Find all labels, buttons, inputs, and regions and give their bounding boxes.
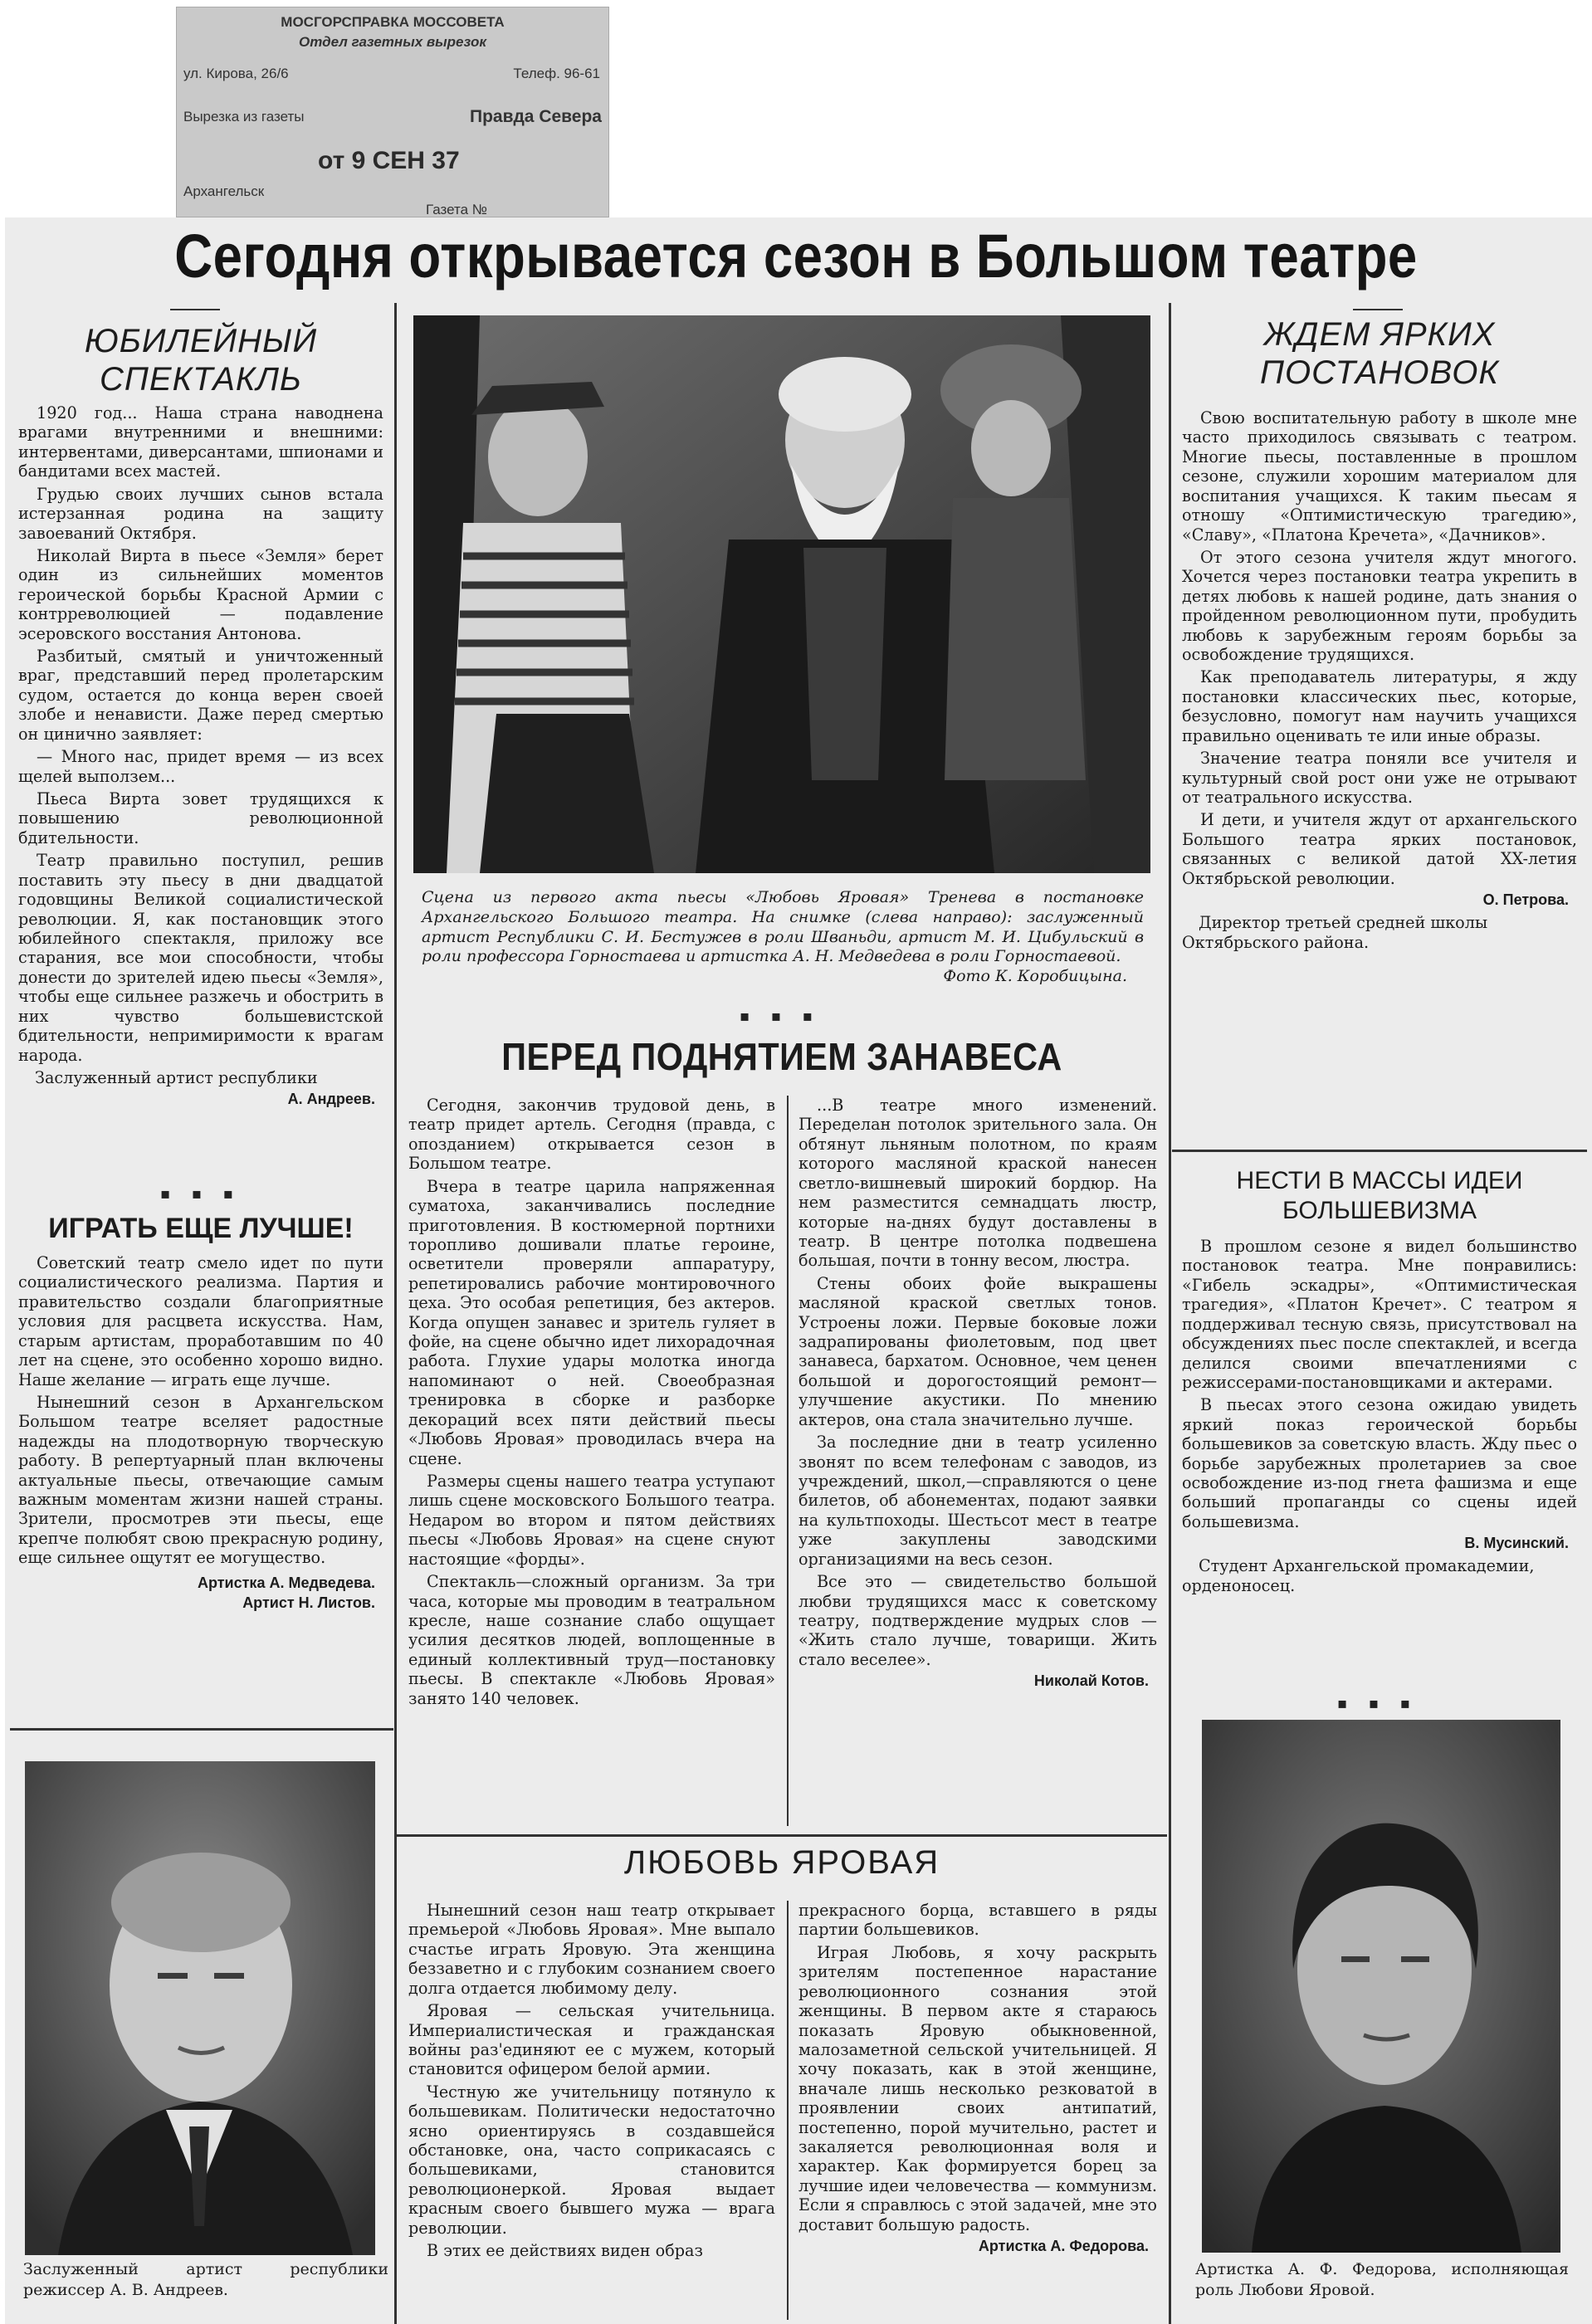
article-lyubov-right bbox=[798, 1901, 1157, 2258]
paragraph: За последние дни в театр усиленно звонят по всем телефонам с заводов, из учреждений, школ,—справляются о цене билетов, об абонементах, подают заявки на культпоходы. Шестьсот мест в театре уже закуплены заводскими организациями на весь сезон. bbox=[798, 1433, 1157, 1569]
section-rule bbox=[397, 1834, 1167, 1837]
stamp-phone: Телеф. 96-61 bbox=[513, 66, 600, 81]
author-signature: Артистка А. Федорова. bbox=[978, 2238, 1149, 2255]
author-signature: Артист Н. Листов. bbox=[242, 1594, 375, 1611]
paragraph: Вчера в театре царила напряженная суматоха, заканчивались последние приготовления. В костюмерной портнихи торопливо дошивали платье героине, осветители проверяли аппаратуру, репетировались рабочие монтировочного цеха. Это особая репетиция, без актеров. Когда опущен занавес и зритель гуляет в фойе, на сцене обычно идет лихорадочная работа. Глухие удары молотка иногда напоминают о ней. Своеобразная тренировка в сборке и разборке декораций всех пяти действий пьесы «Любовь Яровая» проводилась вчера на сцене. bbox=[408, 1176, 775, 1468]
author-role: Директор третьей средней школы Октябрьского района. bbox=[1182, 913, 1488, 952]
ornament-divider: ▪ ▪ ▪ bbox=[1336, 1695, 1419, 1712]
article-jubilee-body bbox=[18, 403, 383, 1111]
paragraph: прекрасного борца, вставшего в ряды партии большевиков. bbox=[798, 1901, 1157, 1940]
ornament-divider: ▪ ▪ ▪ bbox=[739, 1008, 822, 1025]
paragraph: Советский театр смело идет по пути социалистического реализма. Партия и правительство создали благоприятные условия для расцвета искусства. Нам, старым артистам, проработавшим по 40 лет на сцене, это особенно хорошо видно. Наше желание — играть еще лучше. bbox=[18, 1253, 383, 1389]
paragraph: И дети, и учителя ждут от архангельского Большого театра ярких постановок, связанных с великой датой XX-летия Октябрьской революции. bbox=[1182, 810, 1577, 888]
subcolumn-rule bbox=[787, 1901, 789, 2320]
author-signature: А. Андреев. bbox=[287, 1091, 375, 1108]
paragraph: Размеры сцены нашего театра уступают лишь сцене московского Большого театра. Недаром во втором и пятом действиях пьесы «Любовь Яровая» на сцене снуют настоящие «форды». bbox=[408, 1472, 775, 1569]
author-role: Студент Архангельской промакадемии, орденоносец. bbox=[1182, 1556, 1535, 1595]
portrait-andreev bbox=[25, 1761, 375, 2255]
portrait-fedorova-image bbox=[1202, 1720, 1560, 2253]
author-signature: В. Мусинский. bbox=[1464, 1535, 1569, 1552]
stage-photo bbox=[413, 315, 1150, 873]
article-before-curtain-left bbox=[408, 1096, 775, 1711]
paragraph: Значение театра поняли все учителя и культурный свой рост они уже не отрывают от театрального искусства. bbox=[1182, 749, 1577, 808]
author-role: Заслуженный артист республики bbox=[35, 1067, 318, 1087]
paragraph: Как преподаватель литературы, я жду постановки классических пьес, которые, безусловно, помогут нам научить учащихся правильно оценивать те или иные образы. bbox=[1182, 667, 1577, 745]
caption-text: Сцена из первого акта пьесы «Любовь Яровая» Тренева в постановке Архангельского Большого театра. На снимке (слева направо): заслуженный артист Республики С. И. Бестужев в роли Шваньди, артист М. И. Цибульский в роли профессора Горностаева и артистка А. Н. Медведева в роли Горностаевой. bbox=[422, 888, 1144, 966]
stamp-date: от 9 СЕН 37 bbox=[318, 147, 460, 174]
article-title-before-curtain: ПЕРЕД ПОДНЯТИЕМ ЗАНАВЕСА bbox=[501, 1035, 1062, 1078]
paragraph: Театр правильно поступил, решив поставить эту пьесу в дни двадцатой годовщины Великой социалистической революции. Я, как постановщик этого юбилейного спектакля, приложу все старания, все мои способности, чтобы донести до зрителей идею пьесы «Земля», чтобы еще сильнее разжечь и обострить в них чувство большевистской бдительности, непримиримости к врагам народа. bbox=[18, 851, 383, 1065]
clipping-stamp bbox=[176, 7, 609, 217]
paragraph: Сегодня, закончив трудовой день, в театр придет артель. Сегодня (правда, с опозданием) открывается сезон в Большом театре. bbox=[408, 1096, 775, 1174]
subcolumn-rule bbox=[787, 1096, 789, 1826]
paragraph: Стены обоих фойе выкрашены масляной краской светлых тонов. Устроены ложи. Первые боковые ложи задрапированы фиолетовым, под цвет занавеса, бархатом. Основное, чем ценен большой и дорогостоящий ремонт—улучшение акустики. По мнению актеров, она стала значительно лучше. bbox=[798, 1273, 1157, 1429]
column-rule-left bbox=[394, 303, 397, 2324]
stamp-clipping-label: Вырезка из газеты bbox=[183, 109, 305, 124]
author-signature: О. Петрова. bbox=[1482, 891, 1569, 909]
article-before-curtain-right bbox=[798, 1096, 1157, 1692]
author-signature: Артистка А. Медведева. bbox=[197, 1574, 375, 1591]
stamp-org: МОСГОРСПРАВКА МОССОВЕТА bbox=[281, 14, 505, 30]
paragraph: Пьеса Вирта зовет трудящихся к повышению революционной бдительности. bbox=[18, 789, 383, 847]
paragraph: В прошлом сезоне я видел большинство постановок театра. Мне понравились: «Гибель эскадры», «Оптимистическая трагедия», «Платон Кречет». С театром я поддерживал тесную связь, присутствовал на обсуждениях пьес после спектаклей, и всегда делился своими впечатлениями с режиссерами-постановщиками и актерами. bbox=[1182, 1237, 1577, 1392]
photo-caption-andreev: Заслуженный артист республики режиссер А. В. Андреев. bbox=[23, 2260, 388, 2299]
page-headline: Сегодня открывается сезон в Большом театре bbox=[174, 222, 1418, 290]
author-signature: Николай Котов. bbox=[1033, 1672, 1149, 1690]
stamp-newspaper: Правда Севера bbox=[469, 107, 602, 126]
paragraph: Разбитый, смятый и уничтоженный враг, представший перед пролетарским судом, остается до конца верен своей злобе и ненависти. Даже перед смертью он цинично заявляет: bbox=[18, 647, 383, 744]
stamp-address: ул. Кирова, 26/6 bbox=[183, 66, 289, 81]
portrait-fedorova bbox=[1202, 1720, 1560, 2253]
article-title-bolshevism: НЕСТИ В МАССЫ ИДЕИ БОЛЬШЕВИЗМА bbox=[1236, 1167, 1523, 1224]
paragraph: Яровая — сельская учительница. Империалистическая и гражданская войны раз'единяют ее с мужем, который становится офицером белой армии. bbox=[408, 2001, 775, 2079]
paragraph: Нынешний сезон в Архангельском Большом театре вселяет радостные надежды на плодотворную творческую работу. В репертуарный план включены актуальные пьесы, отвечающие самым важным моментам жизни нашей страны. Зрители, просмотрев эти пьесы, еще крепче полюбят свою прекрасную родину, еще сильнее ощутят ее могущество. bbox=[18, 1392, 383, 1568]
paragraph: Спектакль—сложный организм. За три часа, которые мы проводим в театральном кресле, наше сознание слабо ощущает усилия десятков людей, воплощенные в единый коллективный труд—постановку пьесы. В спектакле «Любовь Яровая» занято 140 человек. bbox=[408, 1572, 775, 1708]
paragraph: В этих ее действиях виден образ bbox=[427, 2241, 703, 2261]
article-title-bright-productions: ЖДЕМ ЯРКИХ ПОСТАНОВОК bbox=[1260, 316, 1499, 391]
article-title-jubilee: ЮБИЛЕЙНЫЙ СПЕКТАКЛЬ bbox=[84, 323, 318, 398]
paragraph: Честную же учительницу потянуло к большевикам. Политически недостаточно ясно ориентируясь в создавшейся обстановке, она, часто соприкасаясь с большевиками, становится революционеркой. Яровая выдает красным своего бывшего мужа — врага революции. bbox=[408, 2082, 775, 2238]
paragraph: От этого сезона учителя ждут многого. Хочется через постановки театра укрепить в детях любовь к нашей родине, дать знания о пройденном революционном пути, пробудить любовь к зарубежным героям борьбы за освобождение трудящихся. bbox=[1182, 547, 1577, 665]
paragraph: В пьесах этого сезона ожидаю увидеть яркий показ героической борьбы большевиков за советскую власть. Жду пьес о борьбе зарубежных пролетариев за свое освобождение из-под гнета фашизма и еще больший пропаганды со сцены идей большевизма. bbox=[1182, 1395, 1577, 1531]
article-bright-productions-body bbox=[1182, 408, 1577, 955]
paragraph: 1920 год... Наша страна наводнена врагами внутренними и внешними: интервентами, диверсантами, шпионами и бандитами всех мастей. bbox=[18, 403, 383, 481]
paragraph: Играя Любовь, я хочу раскрыть зрителям постепенное нарастание революционного сознания этой женщины. В первом акте я стараюсь показать Яровую обыкновенной, малозаметной сельской учительницей. Я хочу показать, как в этой женщине, вначале лишь несколько резковатой в проявлении своих антипатий, постепенно, порой мучительно, растет и закаляется революционная воля и характер. Как формируется борец за лучшие идеи человечества — коммунизм. Если я справлюсь с этой задачей, мне это доставит большую радость. bbox=[798, 1942, 1157, 2234]
stage-photo-caption bbox=[422, 888, 1144, 987]
paragraph: Все это — свидетельство большой любви трудящихся масс к советскому театру, подтверждение мудрых слов — «Жить стало лучше, товарищи. Жить стало веселее». bbox=[798, 1572, 1157, 1669]
stamp-gazeta-no: Газета № bbox=[426, 202, 488, 217]
ornament-divider: ▪ ▪ ▪ bbox=[159, 1185, 242, 1203]
article-play-better-body bbox=[18, 1253, 383, 1614]
title-dash bbox=[170, 309, 220, 310]
photo-caption-fedorova: Артистка А. Ф. Федорова, исполняющая роль Любови Яровой. bbox=[1195, 2260, 1569, 2299]
photo-credit: Фото К. Коробицына. bbox=[943, 967, 1127, 985]
article-title-lyubov-yarovaya: ЛЮБОВЬ ЯРОВАЯ bbox=[623, 1844, 940, 1881]
paragraph: ...В театре много изменений. Переделан потолок зрительного зала. Он обтянут льняным полотном, по краям которого масляной краской нанесен светло-вишневый широкий бордюр. На нем разместится семнадцать люстр, которые на-днях будут доставлены в театр. В центре потолка подвешена большая, почти в тонну весом, люстра. bbox=[798, 1096, 1157, 1271]
section-rule bbox=[10, 1728, 393, 1731]
paragraph: Нынешний сезон наш театр открывает премьерой «Любовь Яровая». Мне выпало счастье играть Яровую. Эта женщина беззаветно и с глубоким сознанием своего долга отдается любимому делу. bbox=[408, 1901, 775, 1998]
paragraph: Грудью своих лучших сынов встала истерзанная родина на защиту завоеваний Октября. bbox=[18, 484, 383, 543]
column-rule-right bbox=[1169, 303, 1171, 2324]
article-lyubov-left bbox=[408, 1901, 775, 2264]
paragraph: Николай Вирта в пьесе «Земля» берет один из сильнейших моментов героической борьбы Красной Армии с контрреволюцией — подавление эсеровского восстания Антонова. bbox=[18, 545, 383, 643]
stamp-city: Архангельск bbox=[183, 183, 265, 199]
portrait-andreev-image bbox=[25, 1761, 375, 2255]
article-bolshevism-body bbox=[1182, 1237, 1577, 1599]
article-title-play-better: ИГРАТЬ ЕЩЕ ЛУЧШЕ! bbox=[48, 1213, 354, 1244]
paragraph: Свою воспитательную работу в школе мне часто приходилось связывать с театром. Многие пьесы, поставленные в прошлом сезоне, служили хорошим материалом для воспитания учащихся. К таким пьесам я отношу «Оптимистическую трагедию», «Славу», «Платона Кречета», «Дачников». bbox=[1182, 408, 1577, 544]
stamp-dept: Отдел газетных вырезок bbox=[299, 34, 486, 50]
paragraph: — Много нас, придет время — из всех щелей выползем... bbox=[18, 747, 383, 786]
title-dash bbox=[1353, 309, 1403, 310]
section-rule bbox=[1172, 1150, 1587, 1152]
stage-photo-image bbox=[413, 315, 1150, 873]
